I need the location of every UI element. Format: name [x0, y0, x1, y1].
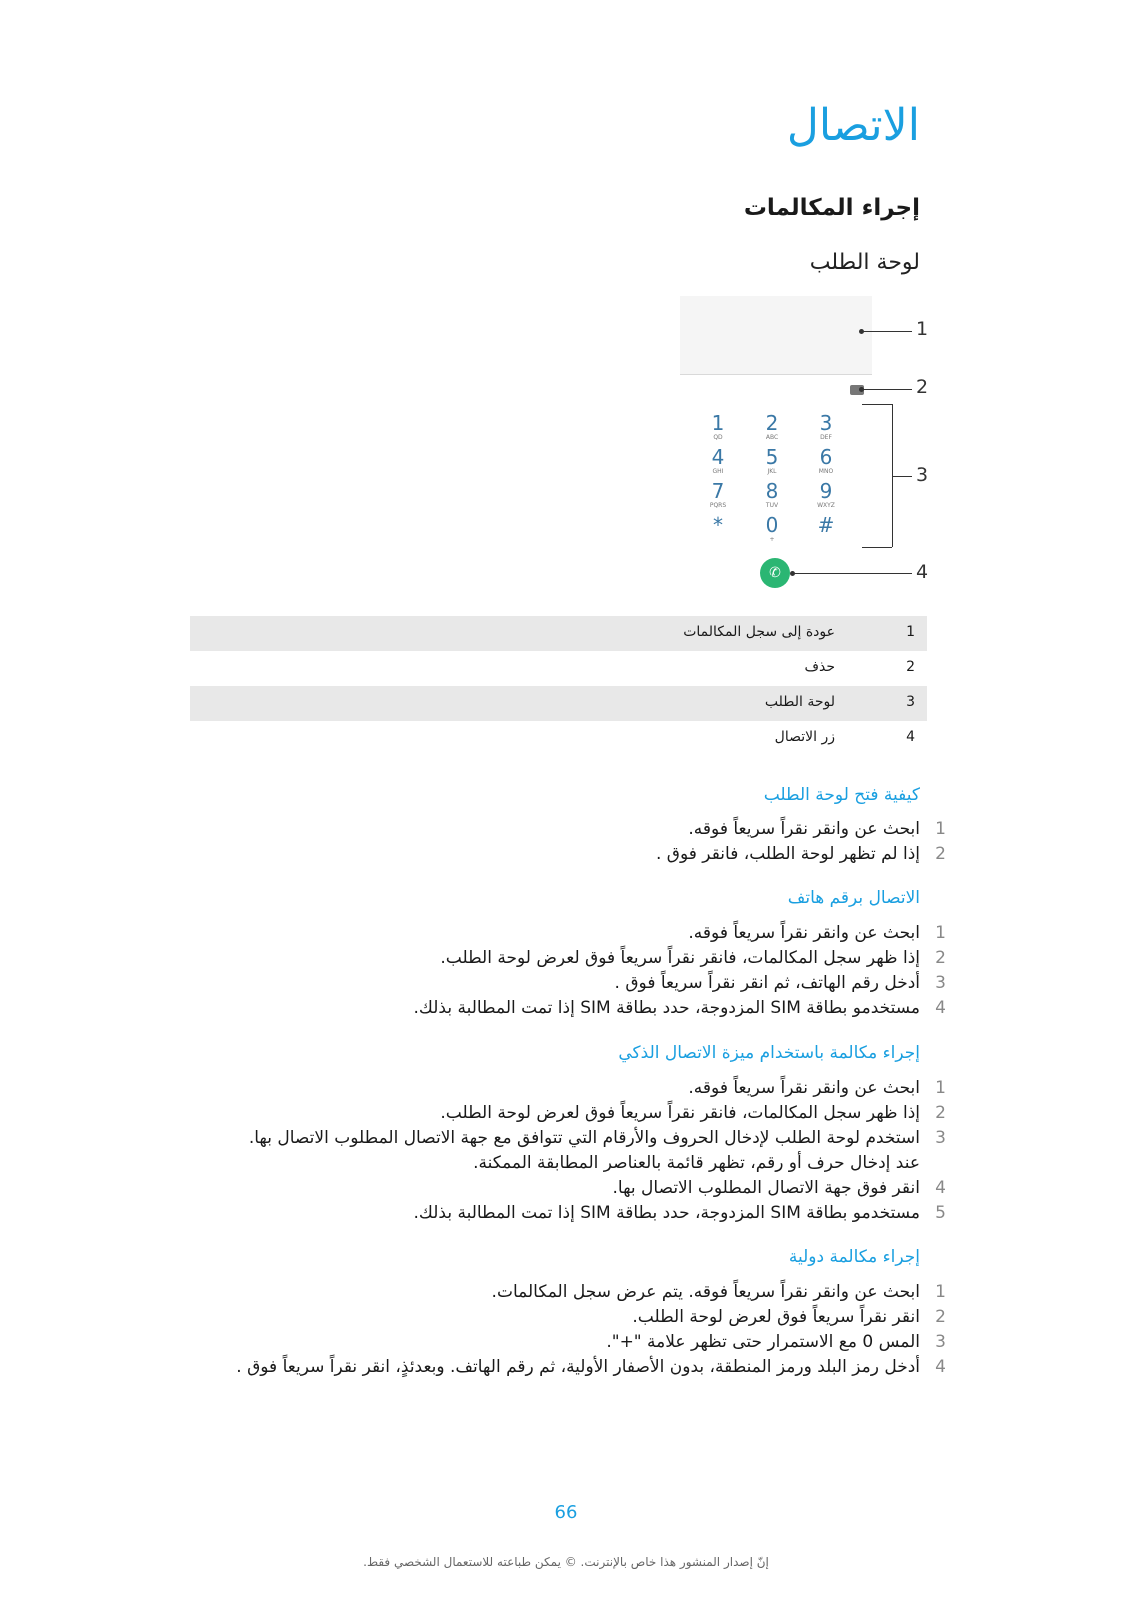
- chapter-title: الاتصال: [786, 100, 920, 151]
- step-item: 3 المس 0 مع الاستمرار حتى تظهر علامة "+".: [606, 1332, 946, 1352]
- table-row: [190, 686, 927, 721]
- table-row: [190, 651, 927, 686]
- subheading-international: إجراء مكالمة دولية: [788, 1247, 920, 1267]
- key-letters: TUV: [765, 502, 779, 509]
- row-text: زر الاتصال: [774, 729, 835, 745]
- table-row: [190, 721, 927, 756]
- key-digit: *: [713, 513, 723, 537]
- callout-line: [862, 331, 912, 332]
- callout-3: 3: [916, 464, 929, 486]
- dialpad-key: [690, 514, 746, 536]
- step-item: 3 استخدم لوحة الطلب لإدخال الحروف والأرقام التي تتوافق مع جهة الاتصال المطلوب الاتصال بها. عند إدخال حرف أو رقم، تظهر قائمة بالعناصر المطابقة الممكنة.: [248, 1128, 946, 1173]
- key-digit: #: [817, 513, 835, 537]
- dialpad-key: [744, 514, 800, 544]
- key-digit: 8: [765, 479, 779, 503]
- callout-line: [793, 573, 912, 574]
- dialpad-key: [798, 446, 854, 476]
- step-item: 1 ابحث عن وانقر نقراً سريعاً فوقه.: [688, 1078, 946, 1098]
- step-item: 1 ابحث عن وانقر نقراً سريعاً فوقه. يتم عرض سجل المكالمات.: [491, 1282, 946, 1302]
- step-item: 1 ابحث عن وانقر نقراً سريعاً فوقه.: [688, 923, 946, 943]
- callout-line: [862, 547, 892, 548]
- callout-1: 1: [916, 318, 929, 340]
- key-digit: 5: [765, 445, 779, 469]
- key-digit: 6: [819, 445, 833, 469]
- dialpad-key: [690, 446, 746, 476]
- subheading-open-dialpad: كيفية فتح لوحة الطلب: [763, 785, 920, 805]
- subheading-smart-dial: إجراء مكالمة باستخدام ميزة الاتصال الذكي: [618, 1043, 920, 1063]
- callout-4: 4: [916, 561, 929, 583]
- step-item: 2 إذا لم تظهر لوحة الطلب، فانقر فوق .: [656, 844, 946, 864]
- dialpad-illustration: [680, 296, 872, 596]
- key-digit: 1: [711, 411, 725, 435]
- section-title: إجراء المكالمات: [743, 195, 920, 221]
- dialpad-key: [744, 412, 800, 442]
- step-item: 4 أدخل رمز البلد ورمز المنطقة، بدون الأصفار الأولية، ثم رقم الهاتف. وبعدئذٍ، انقر نقراً سريعاً فوق .: [236, 1357, 946, 1377]
- dialpad-key: [690, 480, 746, 510]
- row-text: لوحة الطلب: [764, 694, 835, 710]
- page-number: 66: [554, 1502, 578, 1523]
- key-digit: 0: [765, 513, 779, 537]
- key-letters: ABC: [765, 434, 779, 441]
- footer-notice: إنّ إصدار المنشور هذا خاص بالإنترنت. © يمكن طباعته للاستعمال الشخصي فقط.: [363, 1555, 769, 1569]
- callout-line: [892, 476, 912, 477]
- dialpad-key: [798, 514, 854, 536]
- dialpad-key: [690, 412, 746, 442]
- key-letters: PQRS: [709, 502, 727, 509]
- dialpad-key: [744, 480, 800, 510]
- key-digit: 7: [711, 479, 725, 503]
- step-item: 1 ابحث عن وانقر نقراً سريعاً فوقه.: [688, 819, 946, 839]
- subheading-call-number: الاتصال برقم هاتف: [787, 888, 920, 908]
- legend-table: [190, 616, 927, 756]
- subsection-title: لوحة الطلب: [809, 250, 920, 275]
- key-letters: DEF: [820, 434, 832, 441]
- row-number: 1: [906, 624, 915, 640]
- step-item: 4 مستخدمو بطاقة SIM المزدوجة، حدد بطاقة SIM إذا تمت المطالبة بذلك.: [413, 998, 946, 1018]
- key-letters: QD: [713, 434, 723, 441]
- key-digit: 2: [765, 411, 779, 435]
- callout-line: [862, 389, 912, 390]
- step-item: 4 انقر فوق جهة الاتصال المطلوب الاتصال بها.: [612, 1178, 946, 1198]
- row-number: 3: [906, 694, 915, 710]
- key-digit: 9: [819, 479, 833, 503]
- call-icon: ✆: [760, 558, 790, 588]
- step-item: 2 إذا ظهر سجل المكالمات، فانقر نقراً سريعاً فوق لعرض لوحة الطلب.: [440, 1103, 946, 1123]
- row-number: 2: [906, 659, 915, 675]
- step-item: 2 إذا ظهر سجل المكالمات، فانقر نقراً سريعاً فوق لعرض لوحة الطلب.: [440, 948, 946, 968]
- row-text: عودة إلى سجل المكالمات: [683, 624, 835, 640]
- row-number: 4: [906, 729, 915, 745]
- callout-2: 2: [916, 376, 929, 398]
- row-text: حذف: [804, 659, 835, 675]
- key-letters: +: [769, 536, 775, 543]
- callout-line: [862, 404, 892, 405]
- dialpad-key: [744, 446, 800, 476]
- step-item: 5 مستخدمو بطاقة SIM المزدوجة، حدد بطاقة SIM إذا تمت المطالبة بذلك.: [413, 1203, 946, 1223]
- step-item: 2 انقر نقراً سريعاً فوق لعرض لوحة الطلب.: [632, 1307, 946, 1327]
- dialpad-key: [798, 480, 854, 510]
- step-item: 3 أدخل رقم الهاتف، ثم انقر نقراً سريعاً فوق .: [614, 973, 946, 993]
- key-digit: 3: [819, 411, 833, 435]
- key-letters: MNO: [818, 468, 834, 475]
- key-letters: GHI: [712, 468, 724, 475]
- table-row: [190, 616, 927, 651]
- key-letters: JKL: [767, 468, 777, 475]
- dialpad-key: [798, 412, 854, 442]
- key-letters: WXYZ: [817, 502, 835, 509]
- key-digit: 4: [711, 445, 725, 469]
- number-display: [680, 296, 872, 375]
